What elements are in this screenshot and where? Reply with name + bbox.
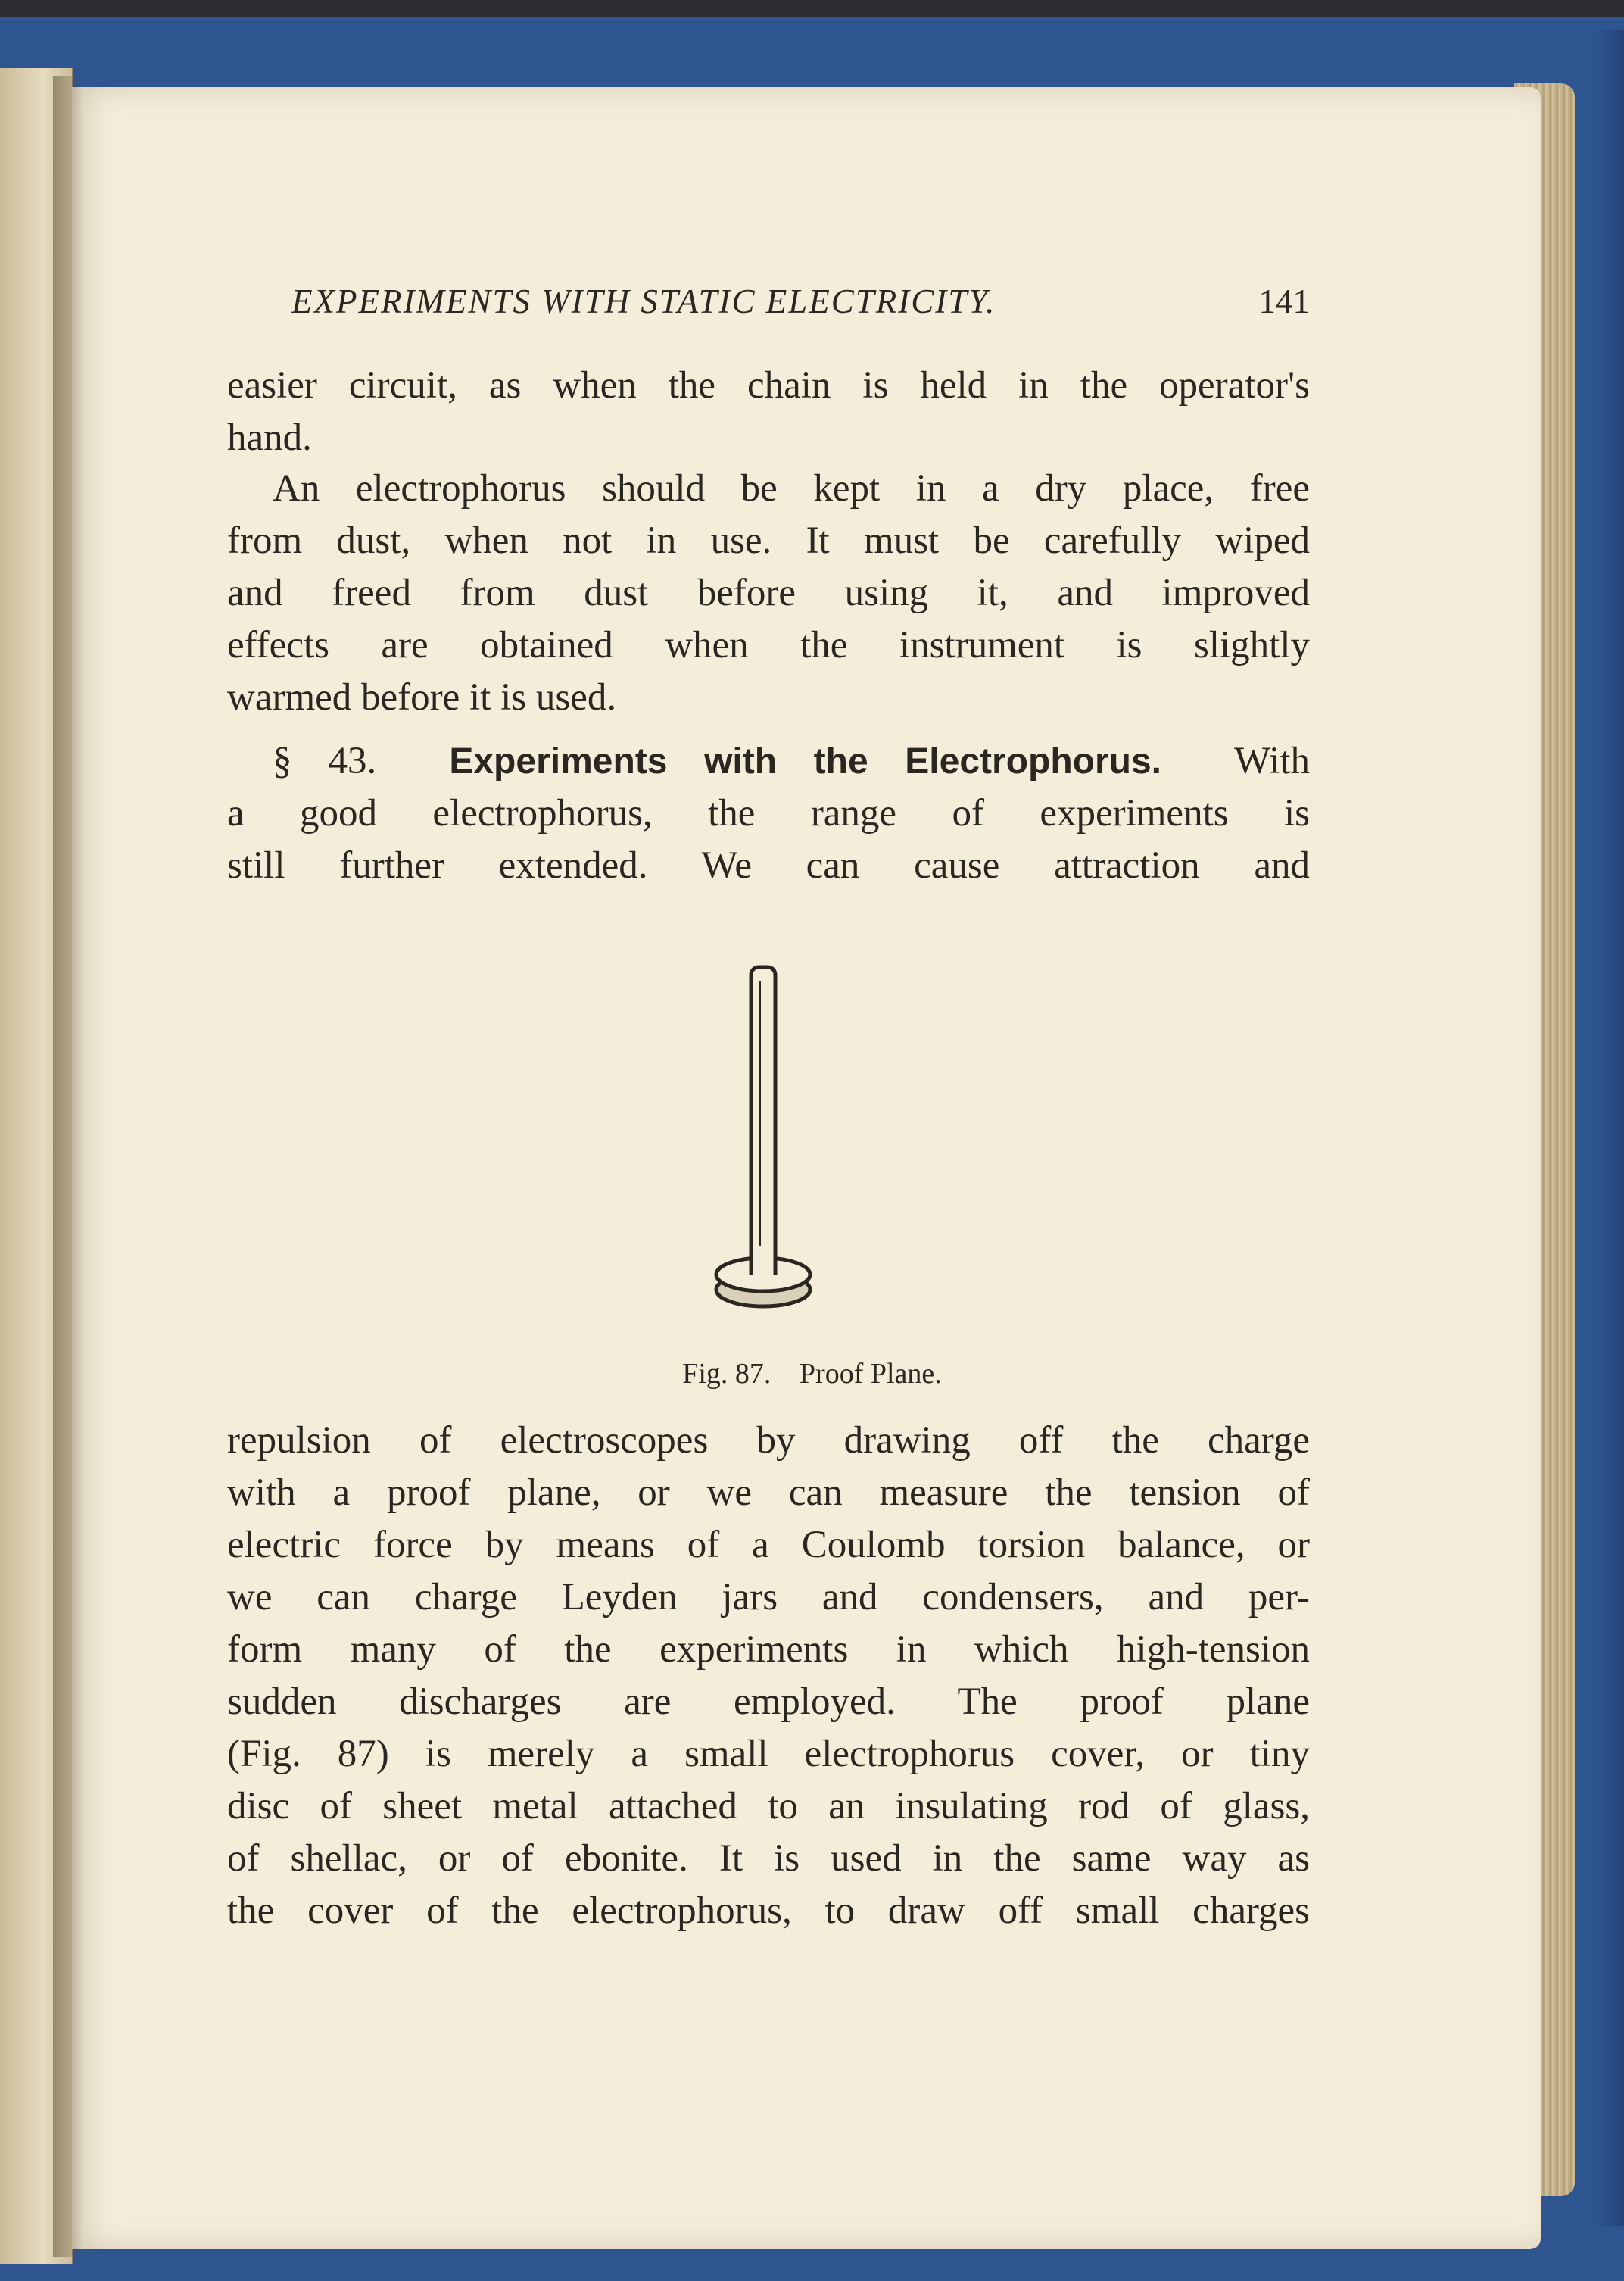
text-line: easier circuit, as when the chain is held in the operator's	[227, 364, 1310, 407]
text-line: repulsion of electroscopes by drawing off the charge	[227, 1419, 1310, 1462]
section-first-tail: With	[1234, 740, 1311, 782]
running-head-title: EXPERIMENTS WITH STATIC ELECTRICITY.	[291, 282, 996, 320]
text-line: An electrophorus should be kept in a dry place, free	[273, 467, 1310, 510]
text-line: form many of the experiments in which high-tension	[227, 1628, 1310, 1671]
figure-number: Fig. 87.	[682, 1358, 771, 1390]
running-head	[291, 282, 1310, 321]
paragraph-1	[227, 360, 1310, 464]
text-line: a good electrophorus, the range of experiments is	[227, 792, 1310, 835]
section-number: § 43.	[273, 740, 377, 782]
text-line: (Fig. 87) is merely a small electrophorus cover, or tiny	[227, 1733, 1310, 1775]
proof-plane-rod	[751, 967, 775, 1261]
text-line: disc of sheet metal attached to an insulating rod of glass,	[227, 1785, 1310, 1827]
rod-joint	[751, 1246, 775, 1275]
text-line: sudden discharges are employed. The proof plane	[227, 1680, 1310, 1723]
paragraph-3	[227, 735, 1310, 892]
text-line: with a proof plane, or we can measure the tension of	[227, 1471, 1310, 1514]
text-line: we can charge Leyden jars and condensers, and per-	[227, 1576, 1310, 1618]
text-line: effects are obtained when the instrument is slightly	[227, 624, 1310, 666]
cover-edge	[1594, 30, 1624, 2226]
text-line: still further extended. We can cause attraction and	[227, 844, 1310, 887]
page-number: 141	[1258, 282, 1310, 320]
page-gutter-shadow	[53, 76, 83, 2257]
text-line: of shellac, or of ebonite. It is used in the same way as	[227, 1837, 1310, 1880]
text-line: warmed before it is used.	[227, 676, 617, 719]
text-line: and freed from dust before using it, and improved	[227, 572, 1310, 614]
paragraph-2	[227, 463, 1310, 724]
section-line	[227, 735, 1310, 788]
figure-title: Proof Plane.	[799, 1358, 942, 1390]
figure-caption	[0, 1357, 1624, 1390]
text-line: from dust, when not in use. It must be carefully wiped	[227, 520, 1310, 562]
text-line: hand.	[227, 417, 312, 459]
section-heading: Experiments with the Electrophorus.	[449, 741, 1162, 782]
text-line: the cover of the electrophorus, to draw off small charges	[227, 1889, 1310, 1932]
proof-plane-illustration	[712, 958, 833, 1321]
paragraph-4	[227, 1415, 1310, 1937]
text-line: electric force by means of a Coulomb torsion balance, or	[227, 1524, 1310, 1566]
